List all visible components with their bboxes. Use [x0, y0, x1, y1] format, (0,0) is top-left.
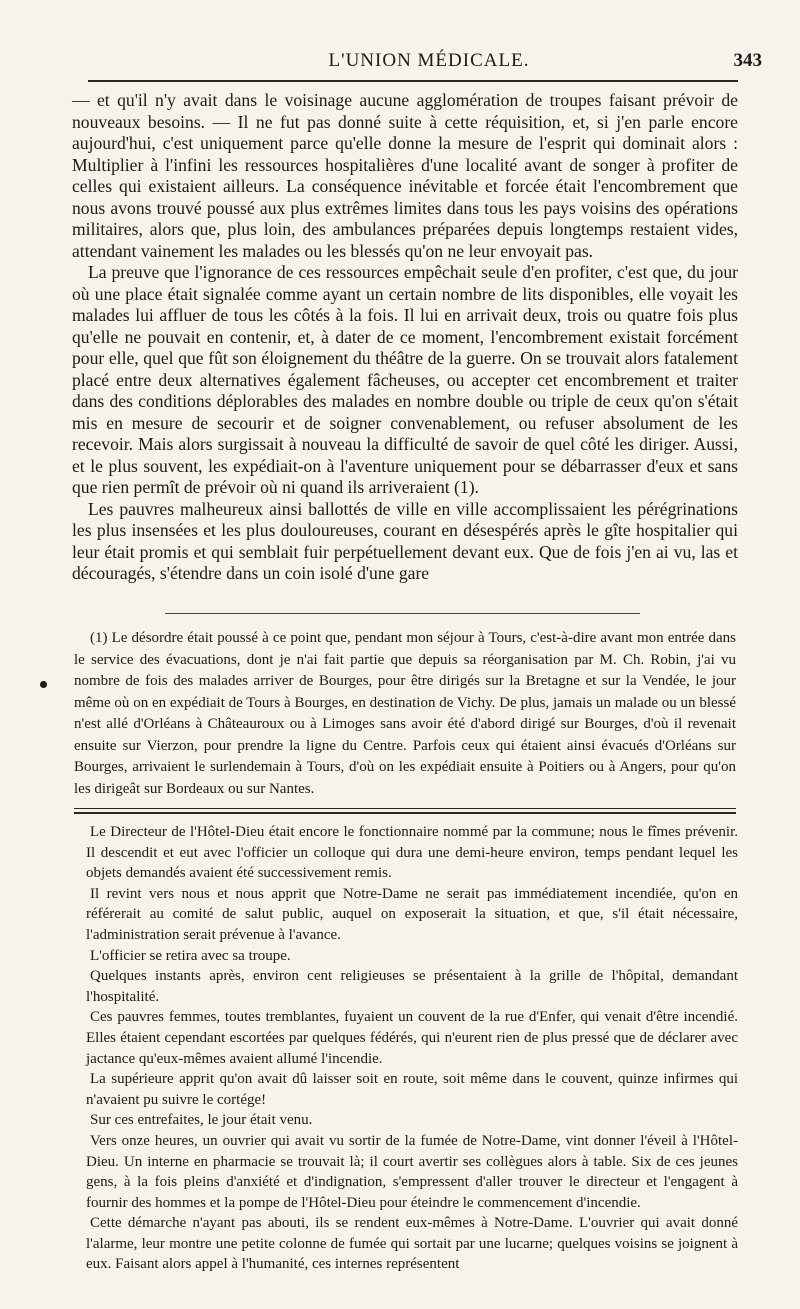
lower-paragraph-2: Il revint vers nous et nous apprit que Notre-Dame ne serait pas immédiatement incendiée, qu'on en référerait au comité de salut public, auquel on exposerait la situation, et que, s'il était nécessaire, l'administration serait prévenue à l'avance. [86, 885, 738, 943]
main-paragraph-2: La preuve que l'ignorance de ces ressources empêchait seule d'en profiter, c'est que, du jour où une place était signalée comme ayant un certain nombre de lits disponibles, elle voyait les malades lui affluer de tous les côtés à la fois. Il lui en arrivait deux, trois ou quatre fois plus qu'elle ne pouvait en contenir, et, à dater de ce moment, l'encombrement existait forcément pour elle, quel que fût son éloignement du théâtre de la guerre. On se trouvait alors fatalement placé entre deux alternatives également fâcheuses, ou accepter cet encombrement et traiter dans des conditions déplorables des malades en nombre double ou triple de ceux qu'on s'était mis en mesure de secourir et de soigner convenablement, ou refuser absolument de les recevoir. Mais alors surgissait à nouveau la difficulté de savoir de quel côté les diriger. Aussi, et le plus souvent, les expédiait-on à l'aventure uniquement pour se débarrasser d'eux et sans que rien permît de prévoir où ni quand ils arriveraient (1). [72, 262, 738, 497]
journal-title: L'UNION MÉDICALE. [328, 50, 530, 71]
lower-paragraph-5: Ces pauvres femmes, toutes tremblantes, fuyaient un couvent de la rue d'Enfer, qui venait d'être incendié. Elles étaient cependant escortées par quelques fédérés, qui n'eurent rien de plus pressé que de déclarer avec jactance qu'eux-mêmes avaient allumé l'incendie. [86, 1009, 738, 1067]
page-number: 343 [733, 50, 762, 71]
lower-paragraph-4: Quelques instants après, environ cent religieuses se présentaient à la grille de l'hôpital, demandant l'hospitalité. [86, 968, 738, 1005]
lower-paragraph-9: Cette démarche n'ayant pas abouti, ils se rendent eux-mêmes à Notre-Dame. L'ouvrier qui avait donné l'alarme, leur montre une petite colonne de fumée qui sortait par une lucarne; quelques voisins se joignent à eux. Faisant alors appel à l'humanité, ces internes représentent [86, 1215, 738, 1273]
main-text-block [72, 90, 738, 585]
lower-paragraph-3: L'officier se retira avec sa troupe. [90, 947, 291, 964]
lower-text-block [86, 822, 738, 1275]
margin-mark [40, 681, 47, 688]
section-divider-thin [74, 808, 736, 809]
lower-paragraph-1: Le Directeur de l'Hôtel-Dieu était encore le fonctionnaire nommé par la commune; nous le fîmes prévenir. Il descendit et eut avec l'officier un colloque qui dura une demi-heure environ, temps pendant lequel les objets demandés avaient été successivement remis. [86, 824, 738, 882]
running-head [88, 46, 770, 76]
lower-paragraph-8: Vers onze heures, un ouvrier qui avait vu sortir de la fumée de Notre-Dame, vint donner l'éveil à l'Hôtel-Dieu. Un interne en pharmacie se trouvait là; il court avertir ses collègues alors à table. Six de ces jeunes gens, à la fois pleins d'anxiété et d'indignation, s'empressent d'aller trouver le directeur et l'engagent à fournir des hommes et la pompe de l'Hôtel-Dieu pour éteindre le commencement d'incendie. [86, 1132, 738, 1211]
footnote-block [74, 628, 736, 800]
header-rule [88, 80, 738, 82]
lower-paragraph-6: La supérieure apprit qu'on avait dû laisser soit en route, soit même dans le couvent, quinze infirmes qui n'avaient pu suivre le cortége! [86, 1071, 738, 1108]
main-paragraph-3: Les pauvres malheureux ainsi ballottés de ville en ville accomplissaient les pérégrinations les plus insensées et les plus douloureuses, courant en désespérés après le gîte hospitalier qui leur était promis et qui semblait fuir perpétuellement devant eux. Que de fois j'en ai vu, las et découragés, s'étendre dans un coin isolé d'une gare [72, 498, 738, 583]
footnote-text: (1) Le désordre était poussé à ce point que, pendant mon séjour à Tours, c'est-à-dire avant mon entrée dans le service des évacuations, dont je n'ai fait partie que depuis sa réorganisation par M. Ch. Robin, j'ai vu nombre de fois des malades arriver de Bourges, pour être dirigés sur la Bretagne et sur la Vendée, le jour même où on en expédiait de Tours à Bourges, en destination de Vichy. De plus, jamais un malade ou un blessé n'est allé d'Orléans à Châteauroux ou à Limoges sans avoir été d'abord dirigé sur Bourges, d'où il revenait ensuite sur Vierzon, pour prendre la ligne du Centre. Parfois ceux qui étaient ainsi évacués d'Orléans sur Bourges, arrivaient le surlendemain à Tours, d'où on les expédiait ensuite à Poitiers ou à Angers, pour qu'on les dirigeât sur Bordeaux ou sur Nantes. [74, 630, 736, 797]
section-divider-thick [74, 812, 736, 814]
footnote-rule [165, 613, 640, 614]
main-paragraph-1: — et qu'il n'y avait dans le voisinage aucune agglomération de troupes faisant prévoir de nouveaux besoins. — Il ne fut pas donné suite à cette réquisition, et, si j'en parle encore aujourd'hui, c'est uniquement parce qu'elle donne la mesure de l'esprit qui dominait alors : Multiplier à l'infini les ressources hospitalières d'une localité avant de songer à profiter de celles qui existaient ailleurs. La conséquence inévitable et forcée était l'encombrement que nous avons trouvé poussé aux plus extrêmes limites dans tous les pays voisins des opérations militaires, alors que, plus loin, des ambulances préparées depuis longtemps restaient vides, attendant vainement les malades ou les blessés qu'on ne leur envoyait pas. [72, 90, 738, 261]
lower-paragraph-7: Sur ces entrefaites, le jour était venu. [90, 1112, 313, 1129]
